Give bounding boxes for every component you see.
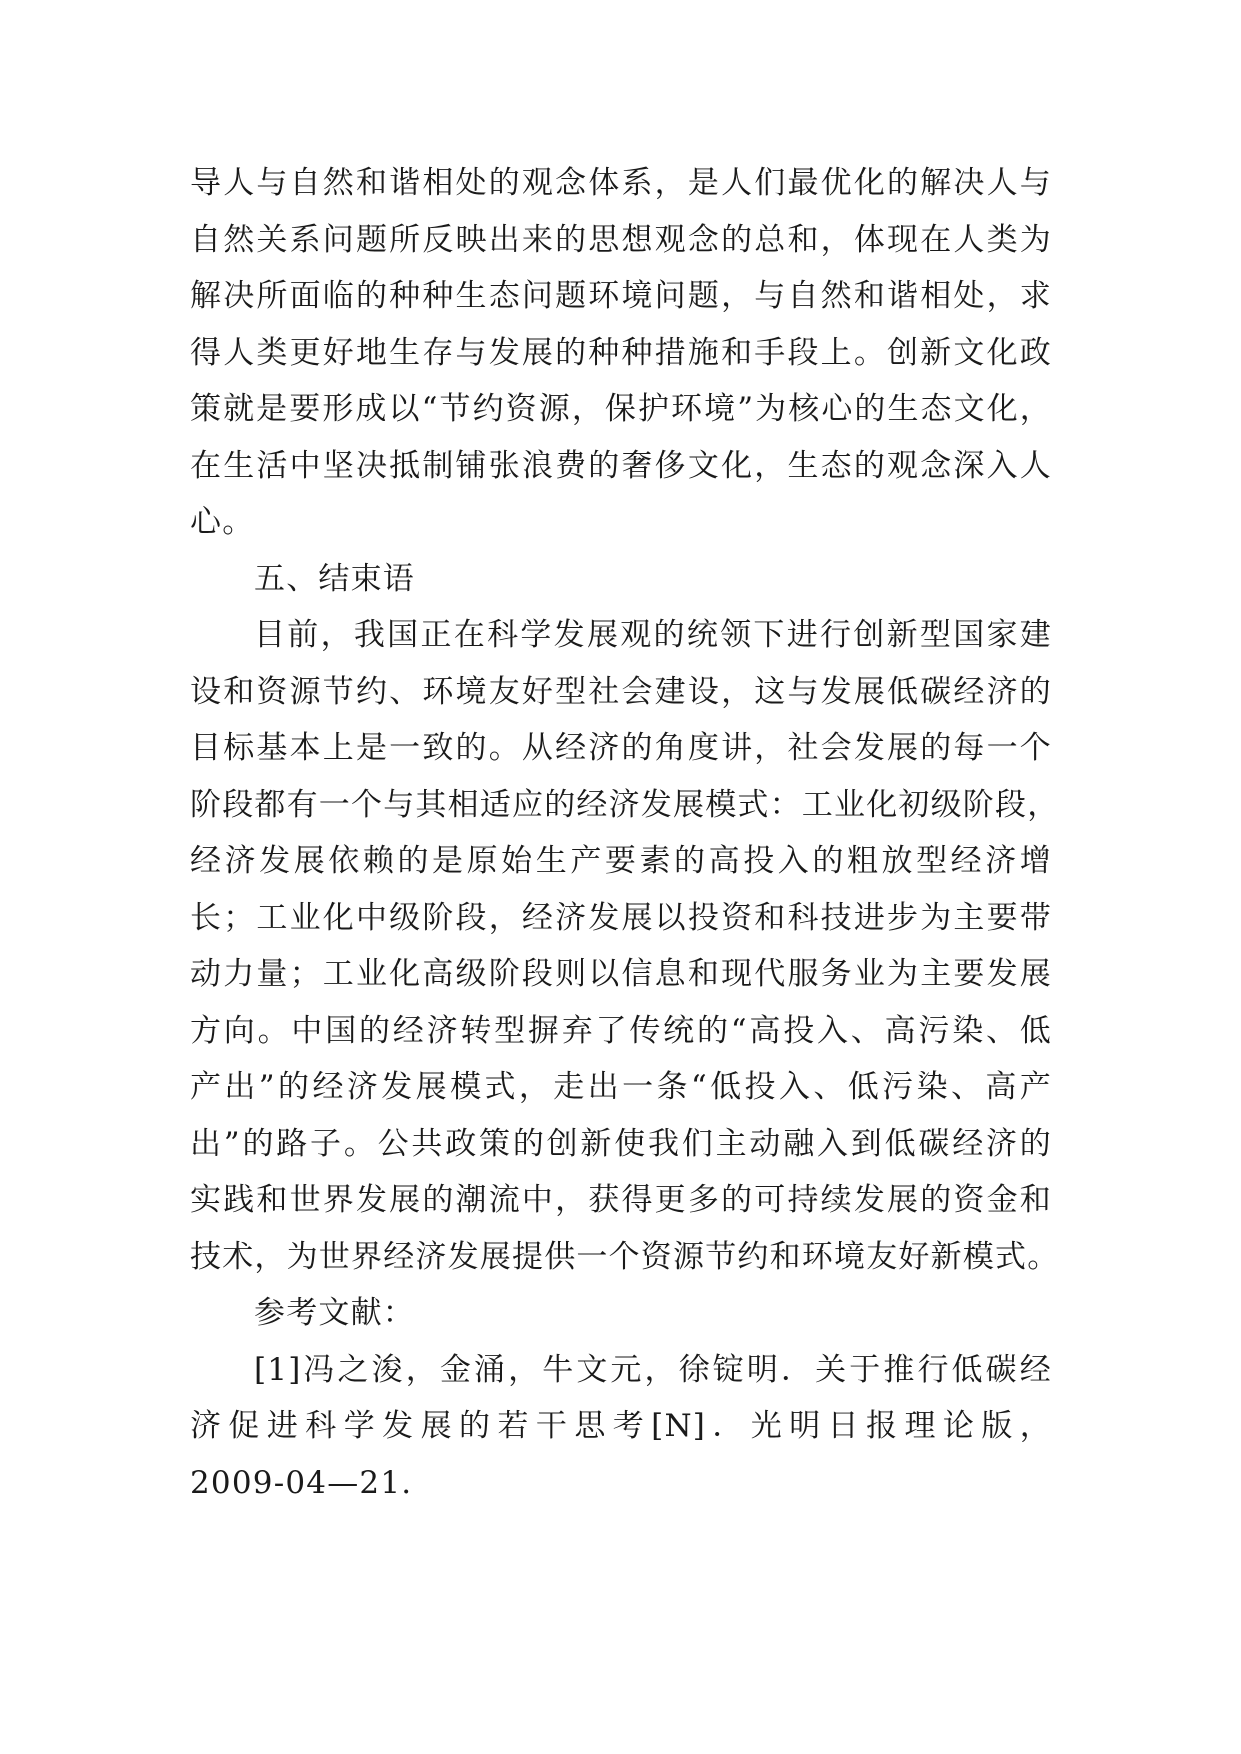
section-heading: 五、结束语 xyxy=(254,560,415,597)
text-line: 产出”的经济发展模式，走出一条“低投入、低污染、高产 xyxy=(190,1069,1052,1105)
text-line: 技术，为世界经济发展提供一个资源节约和环境友好新模式。 xyxy=(190,1238,1060,1275)
text-line: 2009-04—21. xyxy=(190,1464,413,1501)
text-line: 济促进科学发展的若干思考[N]．光明日报理论版， xyxy=(190,1408,1052,1444)
text-line: 得人类更好地生存与发展的种种措施和手段上。创新文化政 xyxy=(190,334,1052,371)
text-line: 动力量；工业化高级阶段则以信息和现代服务业为主要发展 xyxy=(190,956,1052,992)
document-body xyxy=(190,155,1060,1511)
text-line: 策就是要形成以“节约资源，保护环境”为核心的生态文化， xyxy=(190,391,1052,427)
text-line: 心。 xyxy=(190,504,255,540)
text-line: 解决所面临的种种生态问题环境问题，与自然和谐相处，求 xyxy=(190,278,1052,314)
reference-entry xyxy=(190,1342,1052,1512)
text-line: 设和资源节约、环境友好型社会建设，这与发展低碳经济的 xyxy=(190,673,1052,710)
text-line: 在生活中坚决抵制铺张浪费的奢侈文化，生态的观念深入人 xyxy=(190,447,1052,484)
text-line: 目标基本上是一致的。从经济的角度讲，社会发展的每一个 xyxy=(190,730,1052,766)
text-line: 目前，我国正在科学发展观的统领下进行创新型国家建 xyxy=(254,617,1052,653)
paragraph-continuation xyxy=(190,155,1052,551)
text-line: [1]冯之浚，金涌，牛文元，徐锭明．关于推行低碳经 xyxy=(254,1351,1052,1388)
text-line: 出”的路子。公共政策的创新使我们主动融入到低碳经济的 xyxy=(190,1125,1052,1162)
text-line: 经济发展依赖的是原始生产要素的高投入的粗放型经济增 xyxy=(190,843,1052,879)
text-line: 实践和世界发展的潮流中，获得更多的可持续发展的资金和 xyxy=(190,1182,1052,1218)
conclusion-paragraph xyxy=(190,607,1060,1285)
text-line: 方向。中国的经济转型摒弃了传统的“高投入、高污染、低 xyxy=(190,1012,1052,1049)
text-line: 阶段都有一个与其相适应的经济发展模式：工业化初级阶段， xyxy=(190,786,1060,823)
text-line: 自然关系问题所反映出来的思想观念的总和，体现在人类为 xyxy=(190,221,1052,258)
text-line: 导人与自然和谐相处的观念体系，是人们最优化的解决人与 xyxy=(190,165,1052,201)
text-line: 长；工业化中级阶段，经济发展以投资和科技进步为主要带 xyxy=(190,899,1052,936)
references-heading: 参考文献： xyxy=(254,1295,415,1331)
